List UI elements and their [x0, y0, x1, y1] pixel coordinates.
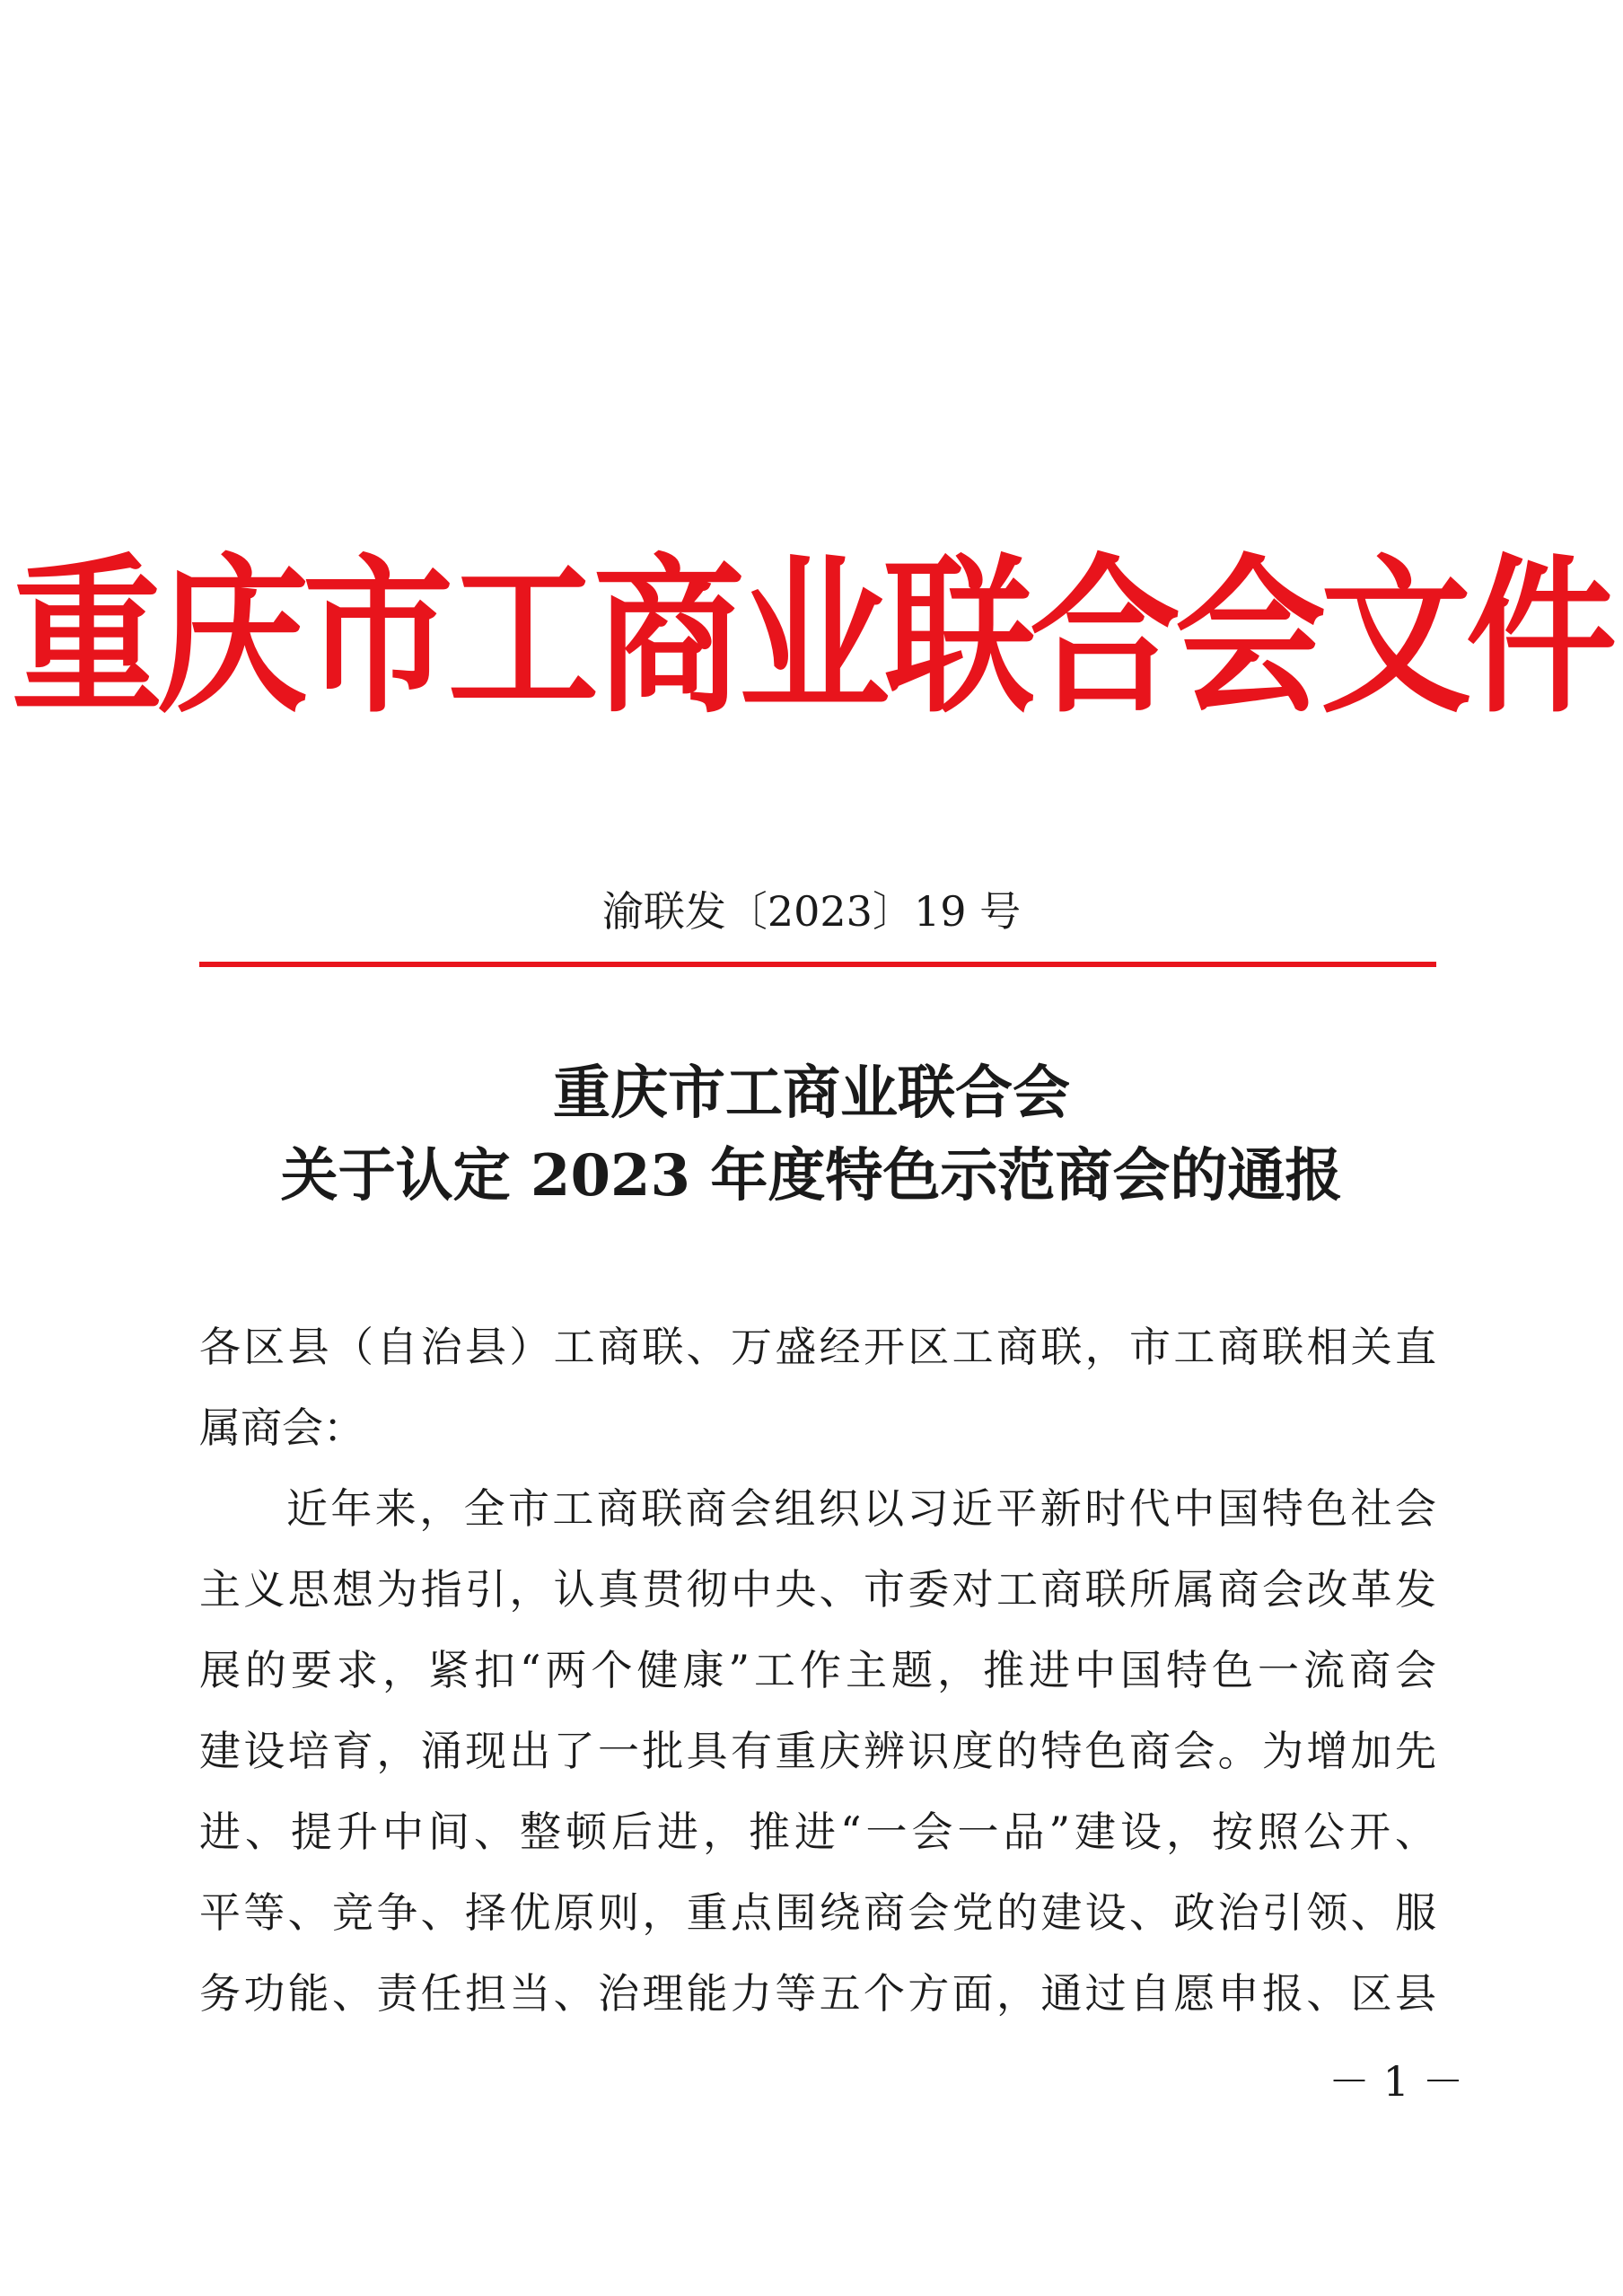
red-header-title: 重庆市工商业联合会文件: [12, 539, 1611, 736]
paragraph-line: 平等、竞争、择优原则，重点围绕商会党的建设、政治引领、服: [199, 1888, 1436, 1937]
document-number: 渝联发〔2023〕19 号: [601, 887, 1022, 936]
salutation-line-2: 属商会：: [199, 1403, 364, 1452]
red-divider: [199, 962, 1436, 967]
paragraph-line: 近年来，全市工商联商会组织以习近平新时代中国特色社会: [286, 1484, 1436, 1533]
document-title-line-1: 重庆市工商业联合会: [553, 1060, 1070, 1127]
document-title-line-2: 关于认定 2023 年度特色示范商会的通报: [280, 1142, 1343, 1210]
paragraph-line: 进、提升中间、整顿后进，推进“一会一品”建设，按照公开、: [199, 1808, 1436, 1856]
paragraph-line: 展的要求，紧扣“两个健康”工作主题，推进中国特色一流商会: [199, 1646, 1436, 1694]
paragraph-line: 务功能、责任担当、治理能力等五个方面，通过自愿申报、区县: [199, 1969, 1436, 2018]
paragraph-line: 主义思想为指引，认真贯彻中央、市委对工商联所属商会改革发: [199, 1565, 1436, 1614]
paragraph-line: 建设培育，涌现出了一批具有重庆辨识度的特色商会。为增加先: [199, 1727, 1436, 1775]
salutation-line-1: 各区县（自治县）工商联、万盛经开区工商联，市工商联相关直: [199, 1323, 1436, 1371]
page-number: － 1 －: [1329, 2057, 1464, 2106]
